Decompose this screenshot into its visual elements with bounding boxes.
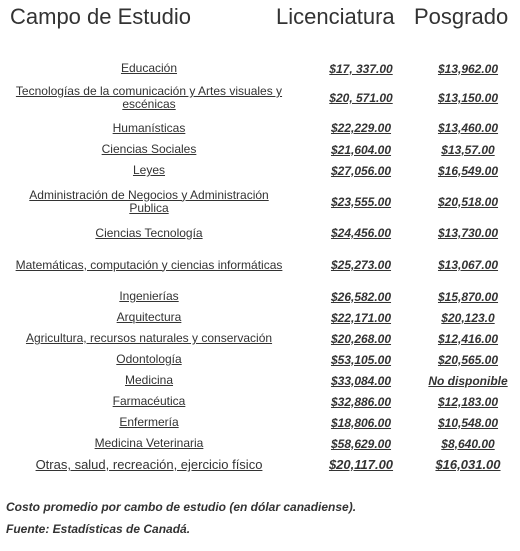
header-posgrado: Posgrado xyxy=(414,4,509,29)
posgrado-cost: $8,640.00 xyxy=(441,436,495,451)
posgrado-cost: $13,150.00 xyxy=(437,91,499,105)
table-row xyxy=(0,370,520,391)
licenciatura-cost: $24,456.00 xyxy=(330,226,392,240)
licenciatura-cost: $33,084.00 xyxy=(330,373,392,388)
table-header xyxy=(0,2,520,36)
table-row xyxy=(0,222,520,244)
field-name[interactable]: Educación xyxy=(120,61,178,75)
field-name[interactable]: Tecnologías de la comunicación y Artes visuales y escénicas xyxy=(15,84,283,111)
posgrado-cost: $20,123.0 xyxy=(441,310,495,325)
table-row xyxy=(0,181,520,222)
table-row xyxy=(0,349,520,370)
field-name[interactable]: Agricultura, recursos naturales y conservación xyxy=(25,331,273,345)
field-name[interactable]: Administración de Negocios y Administración Publica xyxy=(29,187,269,215)
source-note: Fuente: Estadísticas de Canadá. xyxy=(6,522,191,536)
licenciatura-cost: $53,105.00 xyxy=(330,352,392,367)
table-row xyxy=(0,433,520,454)
field-name[interactable]: Ingenierías xyxy=(119,289,179,303)
licenciatura-cost: $32,886.00 xyxy=(330,394,392,409)
posgrado-cost: $15,870.00 xyxy=(437,289,499,304)
licenciatura-cost: $17, 337.00 xyxy=(329,61,393,76)
table-row xyxy=(0,307,520,328)
field-name[interactable]: Ciencias Tecnología xyxy=(95,225,203,240)
posgrado-cost: $16,549.00 xyxy=(437,163,499,178)
table-row xyxy=(0,286,520,307)
caption-note: Costo promedio por cambo de estudio (en dólar canadiense). xyxy=(6,500,357,514)
header-field: Campo de Estudio xyxy=(10,4,191,29)
posgrado-cost: $13,067.00 xyxy=(437,258,499,272)
licenciatura-cost: $21,604.00 xyxy=(330,142,392,157)
licenciatura-cost: $18,806.00 xyxy=(330,415,392,430)
field-name[interactable]: Enfermería xyxy=(119,415,179,429)
table-row xyxy=(0,244,520,286)
licenciatura-cost: $20, 571.00 xyxy=(329,91,393,105)
licenciatura-cost: $20,117.00 xyxy=(328,457,394,472)
table-row xyxy=(0,391,520,412)
field-name[interactable]: Arquitectura xyxy=(116,310,182,324)
posgrado-cost: $20,565.00 xyxy=(437,352,499,367)
licenciatura-cost: $23,555.00 xyxy=(330,194,392,209)
posgrado-cost: $16,031.00 xyxy=(435,457,501,472)
table-row xyxy=(0,117,520,139)
table-row xyxy=(0,139,520,160)
table-row xyxy=(0,412,520,433)
posgrado-cost: $13,962.00 xyxy=(437,61,499,76)
field-name[interactable]: Humanísticas xyxy=(112,120,186,135)
table-row xyxy=(0,58,520,79)
licenciatura-cost: $22,229.00 xyxy=(330,121,392,135)
field-name[interactable]: Leyes xyxy=(132,163,166,177)
posgrado-cost: $13,460.00 xyxy=(437,121,499,135)
posgrado-cost: $20,518.00 xyxy=(437,194,499,209)
table-row xyxy=(0,79,520,117)
posgrado-cost: $13,730.00 xyxy=(437,226,499,240)
cost-table xyxy=(0,58,520,475)
posgrado-cost: $12,416.00 xyxy=(437,331,499,346)
field-name[interactable]: Ciencias Sociales xyxy=(101,142,197,156)
table-row xyxy=(0,160,520,181)
licenciatura-cost: $20,268.00 xyxy=(330,331,392,346)
field-name[interactable]: Medicina xyxy=(124,373,174,387)
table-row xyxy=(0,454,520,475)
field-name[interactable]: Otras, salud, recreación, ejercicio físico xyxy=(35,457,263,472)
field-name[interactable]: Odontología xyxy=(116,352,182,366)
posgrado-cost: $10,548.00 xyxy=(437,415,499,430)
header-licenciatura: Licenciatura xyxy=(276,4,395,29)
posgrado-cost: $12,183.00 xyxy=(437,394,499,409)
posgrado-cost: $13,57.00 xyxy=(441,142,495,157)
licenciatura-cost: $26,582.00 xyxy=(330,289,392,304)
licenciatura-cost: $58,629.00 xyxy=(330,436,392,451)
field-name[interactable]: Medicina Veterinaria xyxy=(94,436,204,450)
licenciatura-cost: $25,273.00 xyxy=(330,258,392,272)
table-notes xyxy=(6,498,516,542)
field-name[interactable]: Matemáticas, computación y ciencias informáticas xyxy=(15,257,283,272)
licenciatura-cost: $22,171.00 xyxy=(330,310,392,325)
licenciatura-cost: $27,056.00 xyxy=(330,163,392,178)
table-row xyxy=(0,328,520,349)
field-name[interactable]: Farmacéutica xyxy=(112,394,186,408)
posgrado-cost: No disponible xyxy=(428,373,508,388)
